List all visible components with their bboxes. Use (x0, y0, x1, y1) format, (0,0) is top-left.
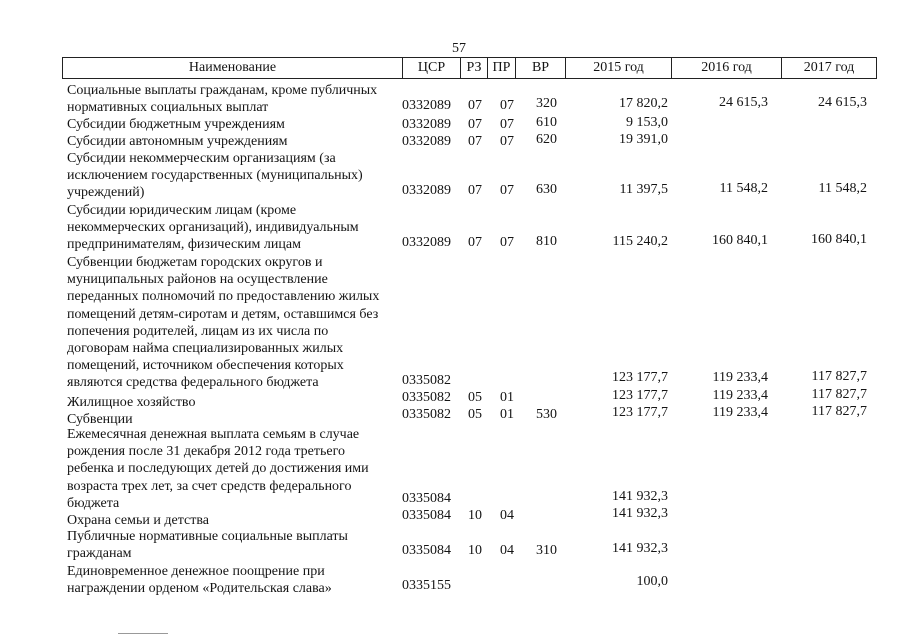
row-2017: 117 827,7 (811, 387, 867, 402)
row-rz: 07 (468, 183, 482, 198)
row-2016: 119 233,4 (712, 405, 768, 420)
header-csr: ЦСР (402, 58, 460, 78)
header-2016: 2016 год (671, 58, 781, 78)
row-2017: 160 840,1 (811, 232, 867, 247)
row-2017: 11 548,2 (818, 181, 867, 196)
row-2015: 123 177,7 (612, 388, 668, 403)
row-csr: 0332089 (402, 235, 451, 250)
row-name: Субсидии некоммерческим организациям (за исключением государственных (муниципальных) учреждений) (67, 151, 363, 201)
row-name: Субсидии юридическим лицам (кроме некоммерческих организаций), индивидуальным предпринимателям, физическим лицам (67, 203, 359, 253)
row-vr: 310 (536, 543, 557, 558)
row-2016: 24 615,3 (719, 95, 768, 110)
row-rz: 10 (468, 508, 482, 523)
row-2015: 100,0 (636, 574, 668, 589)
row-pr: 07 (500, 235, 514, 250)
row-pr: 07 (500, 134, 514, 149)
row-rz: 07 (468, 117, 482, 132)
row-2016: 119 233,4 (712, 388, 768, 403)
row-pr: 07 (500, 183, 514, 198)
header-name: Наименование (188, 60, 277, 75)
row-rz: 07 (468, 235, 482, 250)
row-2016: 11 548,2 (719, 181, 768, 196)
row-rz: 07 (468, 134, 482, 149)
row-csr: 0335084 (402, 543, 451, 558)
row-vr: 530 (536, 407, 557, 422)
row-name: Охрана семьи и детства (67, 513, 209, 528)
row-pr: 07 (500, 117, 514, 132)
row-2017: 117 827,7 (811, 404, 867, 419)
row-2017: 24 615,3 (818, 95, 867, 110)
row-2015: 123 177,7 (612, 405, 668, 420)
page-number: 57 (452, 41, 466, 56)
row-vr: 810 (536, 234, 557, 249)
row-csr: 0335082 (402, 373, 451, 388)
row-2015: 141 932,3 (612, 489, 668, 504)
row-2016: 119 233,4 (712, 370, 768, 385)
footer-divider (118, 633, 168, 634)
row-2015: 123 177,7 (612, 370, 668, 385)
row-csr: 0332089 (402, 98, 451, 113)
row-rz: 07 (468, 98, 482, 113)
row-2015: 9 153,0 (626, 115, 668, 130)
row-name: Единовременное денежное поощрение при награждении орденом «Родительская слава» (67, 564, 332, 597)
row-csr: 0332089 (402, 134, 451, 149)
row-2015: 141 932,3 (612, 541, 668, 556)
row-2017: 117 827,7 (811, 369, 867, 384)
row-pr: 04 (500, 543, 514, 558)
row-2015: 11 397,5 (619, 182, 668, 197)
header-pr: ПР (487, 58, 515, 78)
row-rz: 10 (468, 543, 482, 558)
row-name: Субсидии бюджетным учреждениям (67, 117, 285, 132)
row-name: Субсидии автономным учреждениям (67, 134, 288, 149)
row-pr: 04 (500, 508, 514, 523)
row-2015: 17 820,2 (619, 96, 668, 111)
row-pr: 01 (500, 407, 514, 422)
row-vr: 620 (536, 132, 557, 147)
header-rz: РЗ (460, 58, 487, 78)
header-2015: 2015 год (565, 58, 671, 78)
row-name: Жилищное хозяйство (67, 395, 196, 410)
row-vr: 630 (536, 182, 557, 197)
row-2015: 115 240,2 (612, 234, 668, 249)
row-csr: 0335084 (402, 508, 451, 523)
row-2015: 141 932,3 (612, 506, 668, 521)
row-csr: 0335082 (402, 407, 451, 422)
row-rz: 05 (468, 407, 482, 422)
row-vr: 320 (536, 96, 557, 111)
row-csr: 0332089 (402, 183, 451, 198)
row-csr: 0335155 (402, 578, 451, 593)
table-header (62, 57, 877, 79)
row-name: Субвенции (67, 412, 133, 427)
header-vr: ВР (515, 58, 565, 78)
row-csr: 0332089 (402, 117, 451, 132)
row-name: Субвенции бюджетам городских округов и муниципальных районов на осуществление переданных полномочий по предоставлению жилых помещений детям-сиротам и детям, оставшимся без попечения родителей, лицам из их числа по договорам найма специализированных жилых помещений, источником обеспечения которых являются средства федерального бюджета (67, 255, 380, 391)
row-pr: 01 (500, 390, 514, 405)
row-name: Ежемесячная денежная выплата семьям в случае рождения после 31 декабря 2012 года третьего ребенка и последующих детей до достижения ими возраста трех лет, за счет средств федерального бюджета (67, 427, 369, 511)
row-2016: 160 840,1 (712, 233, 768, 248)
row-vr: 610 (536, 115, 557, 130)
row-rz: 05 (468, 390, 482, 405)
row-name: Публичные нормативные социальные выплаты гражданам (67, 529, 348, 562)
row-csr: 0335082 (402, 390, 451, 405)
header-2017: 2017 год (781, 58, 876, 78)
row-csr: 0335084 (402, 491, 451, 506)
row-name: Социальные выплаты гражданам, кроме публичных нормативных социальных выплат (67, 83, 378, 116)
row-pr: 07 (500, 98, 514, 113)
row-2015: 19 391,0 (619, 132, 668, 147)
